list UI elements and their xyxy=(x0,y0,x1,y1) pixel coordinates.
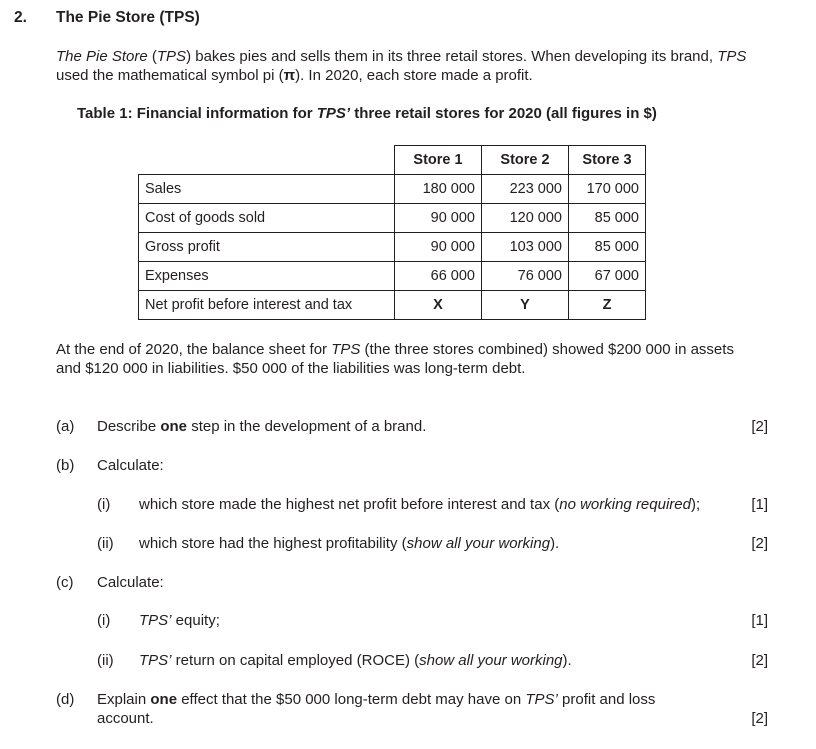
part-c-ii-text: TPS’ return on capital employed (ROCE) (show all your working). xyxy=(139,652,572,669)
question-number: 2. xyxy=(14,9,27,26)
part-b-ii-label: (ii) xyxy=(97,535,114,552)
table-cell: 223 000 xyxy=(482,175,569,204)
part-c-i-mark: [1] xyxy=(751,612,768,629)
pi-symbol: π xyxy=(283,67,296,84)
table-cell: 170 000 xyxy=(569,175,646,204)
company-abbr: TPS’ xyxy=(316,105,351,122)
financial-table xyxy=(138,145,646,320)
intro-text: ) bakes pies and sells them in its three retail stores. When developing its brand, xyxy=(186,48,718,65)
table-cell: 103 000 xyxy=(482,233,569,262)
company-abbr: TPS xyxy=(156,48,187,65)
table-cell: Y xyxy=(482,291,569,320)
row-label: Gross profit xyxy=(139,233,395,262)
part-b-label: (b) xyxy=(56,457,75,474)
part-c-i-text: TPS’ equity; xyxy=(139,612,220,629)
part-b-text: Calculate: xyxy=(97,457,164,474)
table-cell: Z xyxy=(569,291,646,320)
part-d-label: (d) xyxy=(56,691,75,708)
table-cell: 85 000 xyxy=(569,233,646,262)
part-a-label: (a) xyxy=(56,418,75,435)
company-abbr: TPS’ xyxy=(139,612,172,629)
part-b-ii-text: which store had the highest profitability (show all your working). xyxy=(139,535,560,552)
part-a-text: Describe one step in the development of a brand. xyxy=(97,418,427,435)
table-cell: 90 000 xyxy=(395,233,482,262)
table-row xyxy=(139,175,646,204)
row-label: Sales xyxy=(139,175,395,204)
table-caption: Table 1: Financial information for TPS’ three retail stores for 2020 (all figures in $) xyxy=(77,105,657,122)
company-abbr: TPS xyxy=(331,341,361,358)
part-c-ii-mark: [2] xyxy=(751,652,768,669)
part-b-i-text: which store made the highest net profit before interest and tax (no working required); xyxy=(139,496,701,513)
table-row xyxy=(139,204,646,233)
part-c-text: Calculate: xyxy=(97,574,164,591)
table-cell: 180 000 xyxy=(395,175,482,204)
table-row xyxy=(139,291,646,320)
question-title: The Pie Store (TPS) xyxy=(56,9,200,26)
table-cell: 67 000 xyxy=(569,262,646,291)
company-abbr: TPS’ xyxy=(525,691,558,708)
table-header-row xyxy=(139,146,646,175)
company-abbr: TPS xyxy=(717,48,747,65)
part-c-label: (c) xyxy=(56,574,74,591)
table-row xyxy=(139,262,646,291)
table-row xyxy=(139,233,646,262)
table-cell: 76 000 xyxy=(482,262,569,291)
column-header: Store 2 xyxy=(482,146,569,175)
part-d-mark: [2] xyxy=(751,710,768,727)
part-c-i-label: (i) xyxy=(97,612,111,629)
table-cell: X xyxy=(395,291,482,320)
part-b-ii-mark: [2] xyxy=(751,535,768,552)
column-header: Store 1 xyxy=(395,146,482,175)
row-label: Expenses xyxy=(139,262,395,291)
intro-text: ). In 2020, each store made a profit. xyxy=(295,67,533,84)
table-corner xyxy=(139,146,395,175)
company-name: The Pie Store xyxy=(56,48,148,65)
intro-text: used the mathematical symbol pi ( xyxy=(56,67,284,84)
balance-sheet-paragraph: At the end of 2020, the balance sheet for TPS (the three stores combined) showed $200 000 in assets and $120 000 in liabilities. $50 000 of the liabilities was long-term debt. xyxy=(56,341,734,377)
table-cell: 66 000 xyxy=(395,262,482,291)
company-abbr: TPS’ xyxy=(139,652,172,669)
row-label: Cost of goods sold xyxy=(139,204,395,233)
part-b-i-mark: [1] xyxy=(751,496,768,513)
row-label: Net profit before interest and tax xyxy=(139,291,395,320)
intro-text: ( xyxy=(147,48,157,65)
table-cell: 120 000 xyxy=(482,204,569,233)
table-cell: 90 000 xyxy=(395,204,482,233)
part-d-text: Explain one effect that the $50 000 long-term debt may have on TPS’ profit and loss account. xyxy=(97,691,656,727)
part-b-i-label: (i) xyxy=(97,496,111,513)
intro-paragraph xyxy=(56,47,756,85)
part-a-mark: [2] xyxy=(751,418,768,435)
column-header: Store 3 xyxy=(569,146,646,175)
part-c-ii-label: (ii) xyxy=(97,652,114,669)
table-cell: 85 000 xyxy=(569,204,646,233)
